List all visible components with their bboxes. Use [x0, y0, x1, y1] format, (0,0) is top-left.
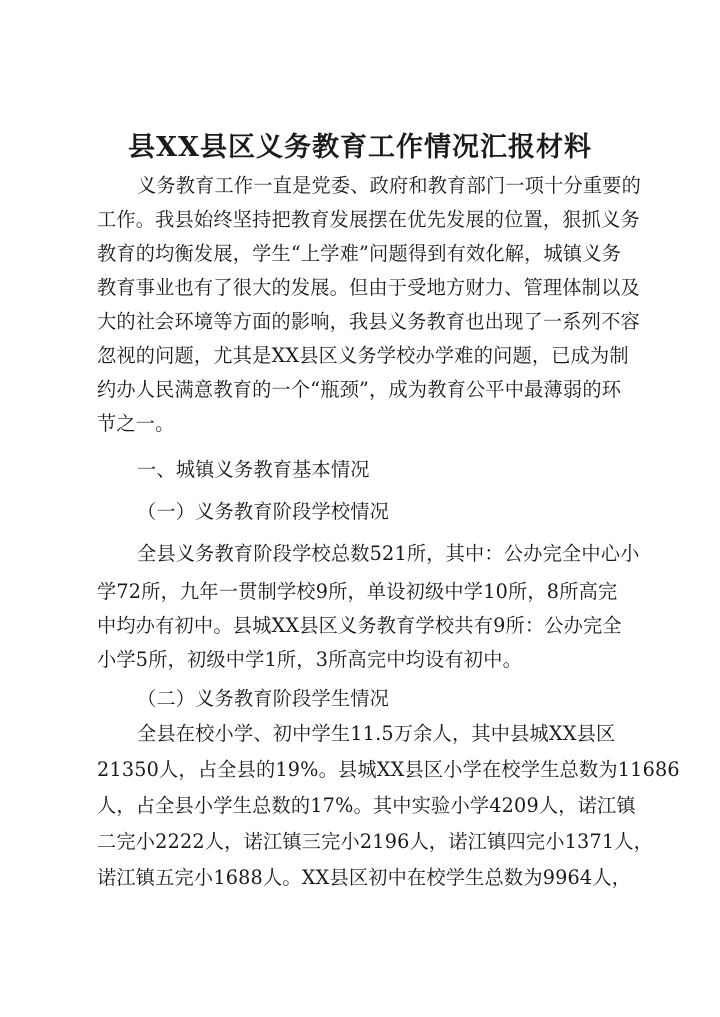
paragraph-line: 中均办有初中。县城XX县区义务教育学校共有9所：公办完全	[97, 614, 622, 637]
paragraph-line: 人，占全县小学生总数的17%。其中实验小学4209人，诺江镇	[97, 794, 636, 817]
paragraph-line: 21350人，占全县的19%。县城XX县区小学在校学生总数为11686	[97, 758, 680, 781]
paragraph-line: 忽视的问题，尤其是XX县区义务学校办学难的问题，已成为制	[97, 344, 629, 367]
paragraph-line: 大的社会环境等方面的影响，我县义务教育也出现了一系列不容	[97, 310, 640, 333]
paragraph-line: 诺江镇五完小1688人。XX县区初中在校学生总数为9964人，	[97, 866, 632, 889]
paragraph-line: 全县义务教育阶段学校总数521所，其中：公办完全中心小	[137, 542, 640, 565]
paragraph-line: 约办人民满意教育的一个“瓶颈”，成为教育公平中最薄弱的环	[97, 378, 622, 401]
subsection-heading: （二）义务教育阶段学生情况	[137, 687, 390, 710]
paragraph-line: 全县在校小学、初中学生11.5万余人，其中县城XX县区	[137, 722, 616, 745]
section-heading: 一、城镇义务教育基本情况	[137, 458, 370, 481]
paragraph-line: 节之一。	[97, 412, 175, 435]
paragraph-line: 小学5所，初级中学1所，3所高完中均设有初中。	[97, 648, 522, 671]
document-title: 县XX县区义务教育工作情况汇报材料	[128, 132, 592, 163]
subsection-heading: （一）义务教育阶段学校情况	[137, 500, 390, 523]
paragraph-line: 义务教育工作一直是党委、政府和教育部门一项十分重要的	[137, 174, 642, 197]
paragraph-line: 教育事业也有了很大的发展。但由于受地方财力、管理体制以及	[97, 276, 640, 299]
paragraph-line: 学72所，九年一贯制学校9所，单设初级中学10所，8所高完	[97, 580, 618, 603]
paragraph-line: 二完小2222人，诺江镇三完小2196人，诺江镇四完小1371人，	[97, 830, 654, 853]
paragraph-line: 工作。我县始终坚持把教育发展摆在优先发展的位置，狠抓义务	[97, 208, 640, 231]
paragraph-line: 教育的均衡发展，学生“上学难”问题得到有效化解，城镇义务	[97, 242, 622, 265]
